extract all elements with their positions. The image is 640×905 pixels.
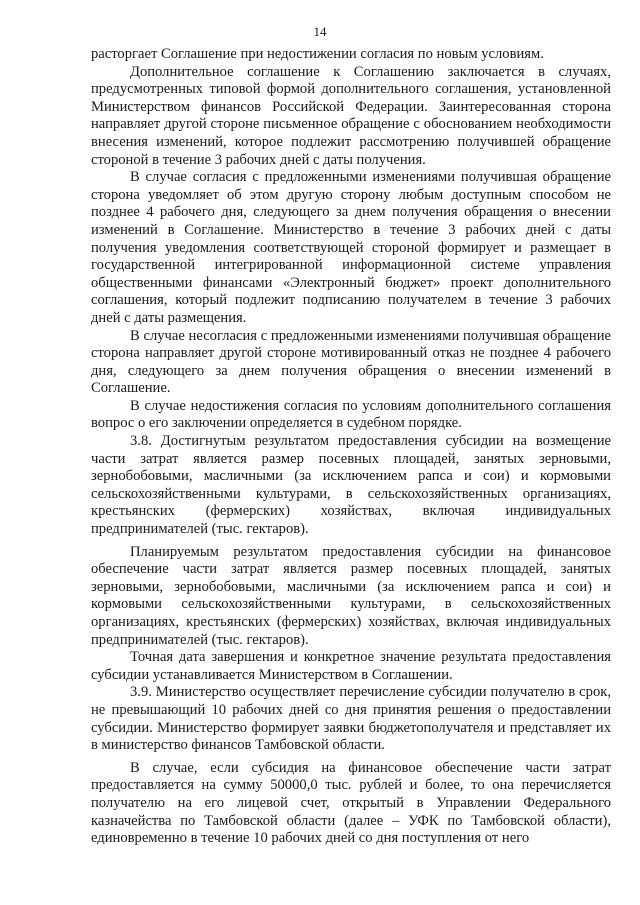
paragraph-large-subsidy: В случае, если субсидия на финансовое обеспечение части затрат предоставляется на сумму 50000,0 тыс. рублей и более, то она перечисляется получателю на его лицевой счет, открытый в Управлении Федерального казначейства по Тамбовской области (далее – УФК по Тамбовской области), единовременно в течение 10 рабочих дней со дня поступления от него [91, 759, 611, 847]
paragraph-planned-result: Планируемым результатом предоставления субсидии на финансовое обеспечение части затрат является размер посевных площадей, занятых зерновыми, зернобобовыми, масличными (за исключением рапса и сои) и кормовыми сельскохозяйственными культурами, в сельскохозяйственных организациях, крестьянских (фермерских) хозяйствах, включая индивидуальных предпринимателей (тыс. гектаров). [91, 543, 611, 648]
paragraph-agreement-case: В случае согласия с предложенными изменениями получившая обращение сторона уведомляет об этом другую сторону любым доступным способом не позднее 4 рабочего дня, следующего за днем получения обращения о внесении изменений в Соглашение. Министерство в течение 3 рабочих дней с даты получения уведомления соответствующей стороной формирует и размещает в государственной интегрированной информационной системе управления общественными финансами «Электронный бюджет» проект дополнительного соглашения, который подлежит подписанию получателем в течение 3 рабочих дней с даты размещения. [91, 169, 611, 326]
document-body [91, 46, 611, 848]
paragraph-continuation: расторгает Соглашение при недостижении согласия по новым условиям. [91, 46, 544, 62]
paragraph-disagreement-case: В случае несогласия с предложенными изменениями получившая обращение сторона направляет другой стороне мотивированный отказ не позднее 4 рабочего дня, следующего за днем получения обращения о внесении изменений в Соглашение. [91, 327, 611, 397]
paragraph-no-agreement-case: В случае недостижения согласия по условиям дополнительного соглашения вопрос о его заключении определяется в судебном порядке. [91, 397, 611, 432]
paragraph-supplementary-agreement: Дополнительное соглашение к Соглашению заключается в случаях, предусмотренных типовой формой дополнительного соглашения, установленной Министерством финансов Российской Федерации. Заинтересованная сторона направляет другой стороне письменное обращение с обоснованием необходимости внесения изменений, которое подлежит рассмотрению получившей обращение стороной в течение 3 рабочих дней с даты получения. [91, 63, 611, 168]
paragraph-exact-date: Точная дата завершения и конкретное значение результата предоставления субсидии устанавливается Министерством в Соглашении. [91, 649, 611, 683]
page-number: 14 [313, 24, 327, 39]
paragraph-clause-3-8: 3.8. Достигнутым результатом предоставления субсидии на возмещение части затрат является размер посевных площадей, занятых зерновыми, зернобобовыми, масличными (за исключением рапса и сои) и кормовыми сельскохозяйственными культурами, в сельскохозяйственных организациях, крестьянских (фермерских) хозяйствах, включая индивидуальных предпринимателей (тыс. гектаров). [91, 433, 611, 538]
paragraph-clause-3-9: 3.9. Министерство осуществляет перечисление субсидии получателю в срок, не превышающий 10 рабочих дней со дня принятия решения о предоставлении субсидии. Министерство формирует заявки бюджетополучателя и представляет их в министерство финансов Тамбовской области. [91, 684, 611, 754]
